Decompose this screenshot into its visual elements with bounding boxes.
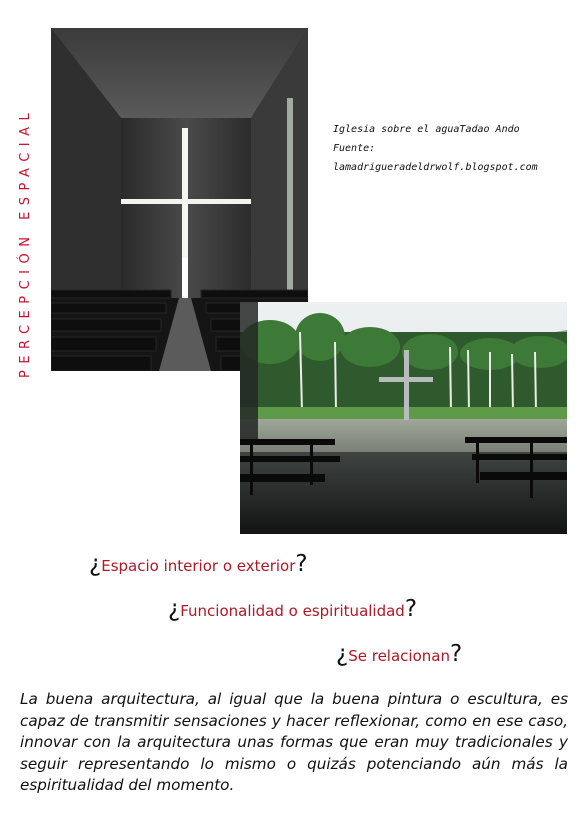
question-text: Se relacionan xyxy=(348,647,450,665)
open-question-mark: ¿ xyxy=(89,551,102,577)
close-question-mark: ? xyxy=(295,551,308,577)
photo-caption xyxy=(333,120,573,177)
body-paragraph: La buena arquitectura, al igual que la buena pintura o escultura, es capaz de transmitir sensaciones y hacer reflexionar, como en ese caso, innovar con la arquitectura unas formas que eran muy tradicionales y seguir representando lo mismo o quizás potenciando aún más la espiritualidad del momento. xyxy=(20,690,568,794)
question-function-spirituality xyxy=(168,596,417,622)
question-text: Funcionalidad o espiritualidad xyxy=(180,602,405,620)
caption-source-label: Fuente: xyxy=(333,143,376,154)
caption-source-link[interactable]: lamadrigueradeldrwolf.blogspot.com xyxy=(333,162,538,173)
close-question-mark: ? xyxy=(404,596,418,622)
question-related xyxy=(336,641,462,667)
question-text: Espacio interior o exterior xyxy=(101,557,296,575)
question-interior-exterior xyxy=(89,551,308,577)
open-question-mark: ¿ xyxy=(336,641,349,667)
caption-title: Iglesia sobre el aguaTadao Ando xyxy=(333,124,520,135)
church-on-water-photo xyxy=(240,302,567,534)
close-question-mark: ? xyxy=(449,641,463,667)
side-title: PERCEPCIÓN ESPACIAL xyxy=(18,106,33,378)
open-question-mark: ¿ xyxy=(168,596,181,622)
